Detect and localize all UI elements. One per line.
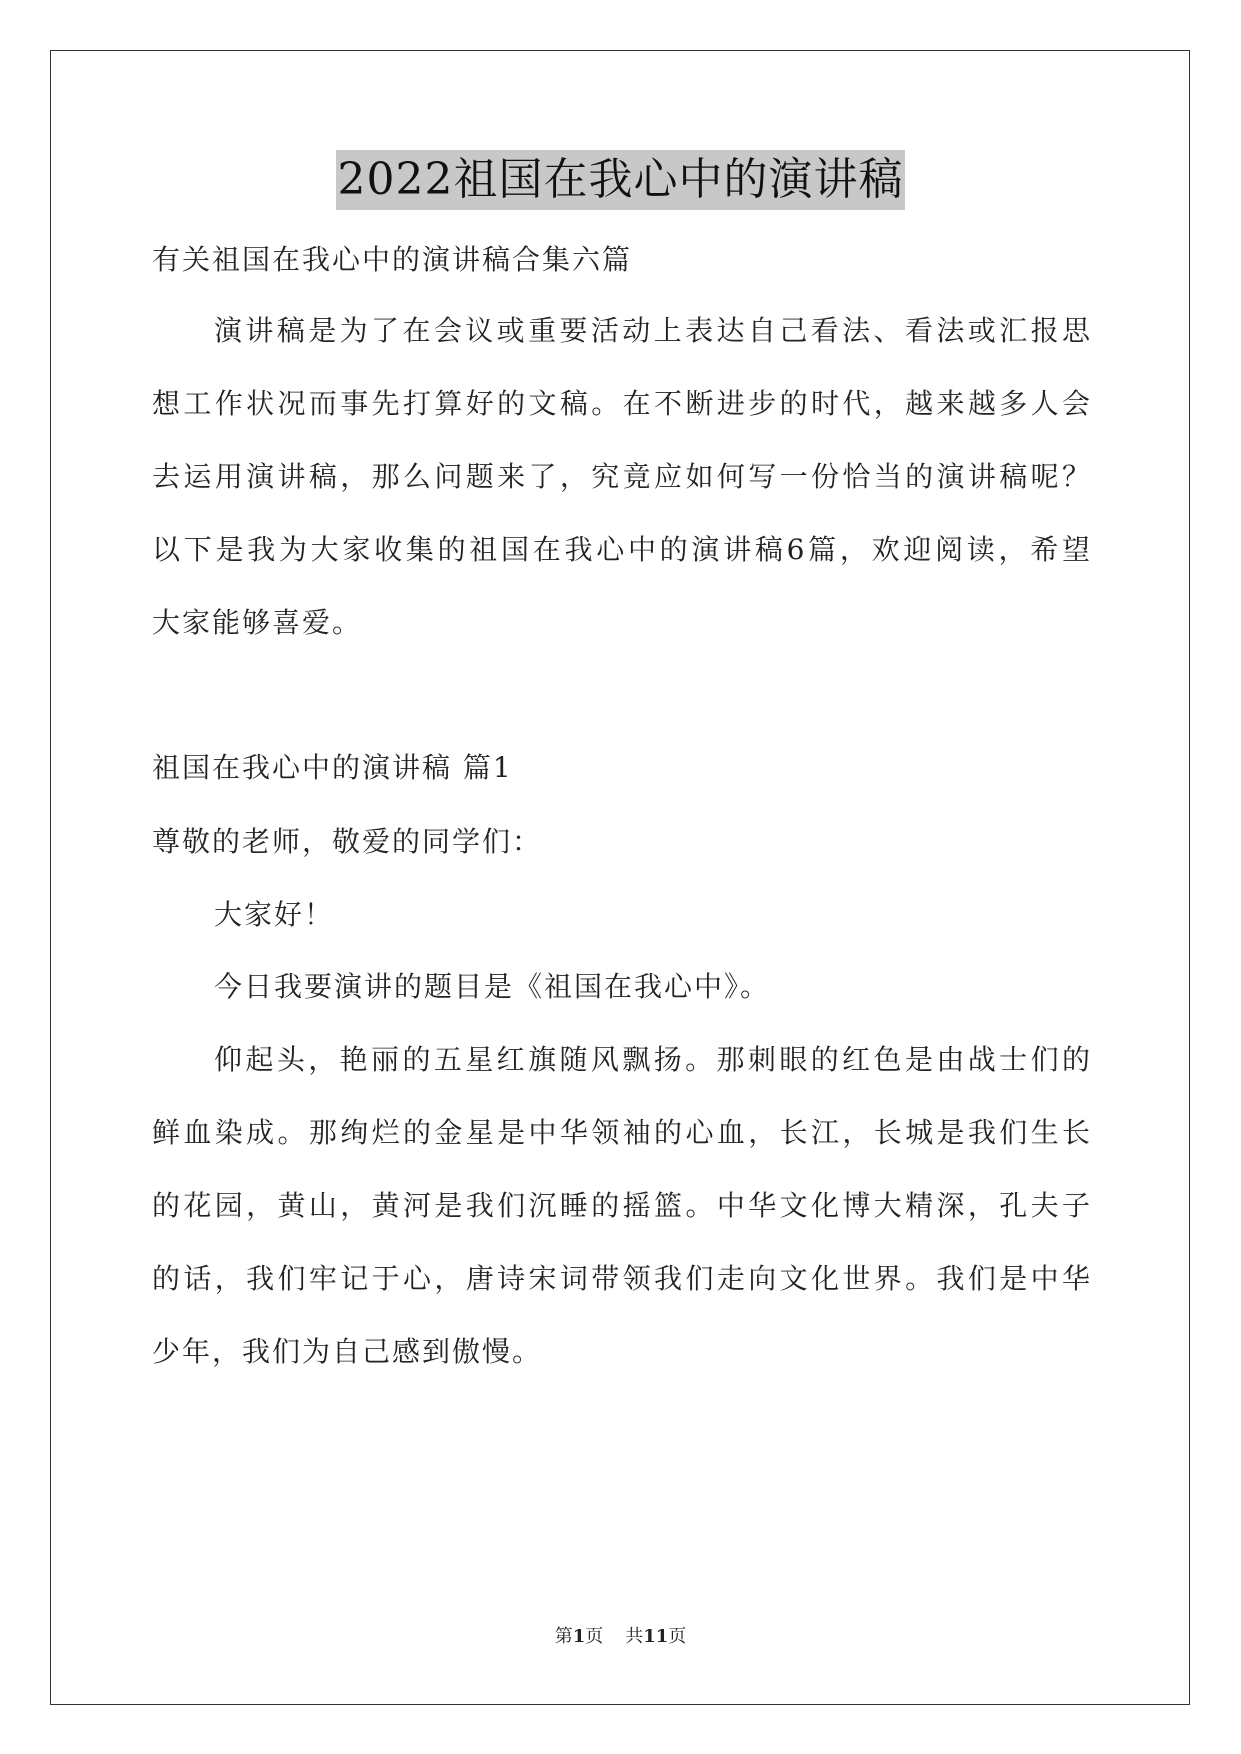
intro-line-3: 去运用演讲稿，那么问题来了，究竟应如何写一份恰当的演讲稿呢？ xyxy=(152,460,1092,493)
intro-line-5: 大家能够喜爱。 xyxy=(152,606,363,639)
body-line-3: 的花园，黄山，黄河是我们沉睡的摇篮。中华文化博大精深，孔夫子 xyxy=(152,1189,1092,1222)
body-line-4: 的话，我们牢记于心，唐诗宋词带领我们走向文化世界。我们是中华 xyxy=(152,1262,1092,1295)
intro-line-2: 想工作状况而事先打算好的文稿。在不断进步的时代，越来越多人会 xyxy=(152,387,1092,420)
page-number: 1 xyxy=(572,1626,586,1647)
page-prefix: 第 xyxy=(554,1626,573,1647)
page-suffix: 页 xyxy=(585,1626,604,1647)
page-border xyxy=(50,50,1190,1705)
total-prefix: 共 xyxy=(625,1626,644,1647)
greeting: 大家好！ xyxy=(214,898,335,931)
intro-line-1: 演讲稿是为了在会议或重要活动上表达自己看法、看法或汇报思 xyxy=(214,314,1092,347)
salutation: 尊敬的老师，敬爱的同学们： xyxy=(152,825,543,858)
page-indicator xyxy=(555,1626,604,1647)
total-indicator xyxy=(625,1626,686,1647)
intro-line-4: 以下是我为大家收集的祖国在我心中的演讲稿6篇，欢迎阅读，希望 xyxy=(152,533,1092,566)
body-line-1: 仰起头，艳丽的五星红旗随风飘扬。那刺眼的红色是由战士们的 xyxy=(214,1043,1092,1076)
body-line-5: 少年，我们为自己感到傲慢。 xyxy=(152,1335,543,1368)
section-heading: 祖国在我心中的演讲稿 篇1 xyxy=(152,751,513,784)
topic-line: 今日我要演讲的题目是《祖国在我心中》。 xyxy=(214,970,771,1003)
document-subtitle: 有关祖国在我心中的演讲稿合集六篇 xyxy=(152,243,633,276)
title-container xyxy=(0,150,1241,210)
page-footer xyxy=(0,1625,1241,1649)
document-title: 2022祖国在我心中的演讲稿 xyxy=(336,150,906,210)
total-suffix: 页 xyxy=(668,1626,687,1647)
total-pages: 11 xyxy=(643,1626,669,1647)
body-line-2: 鲜血染成。那绚烂的金星是中华领袖的心血，长江，长城是我们生长 xyxy=(152,1116,1092,1149)
